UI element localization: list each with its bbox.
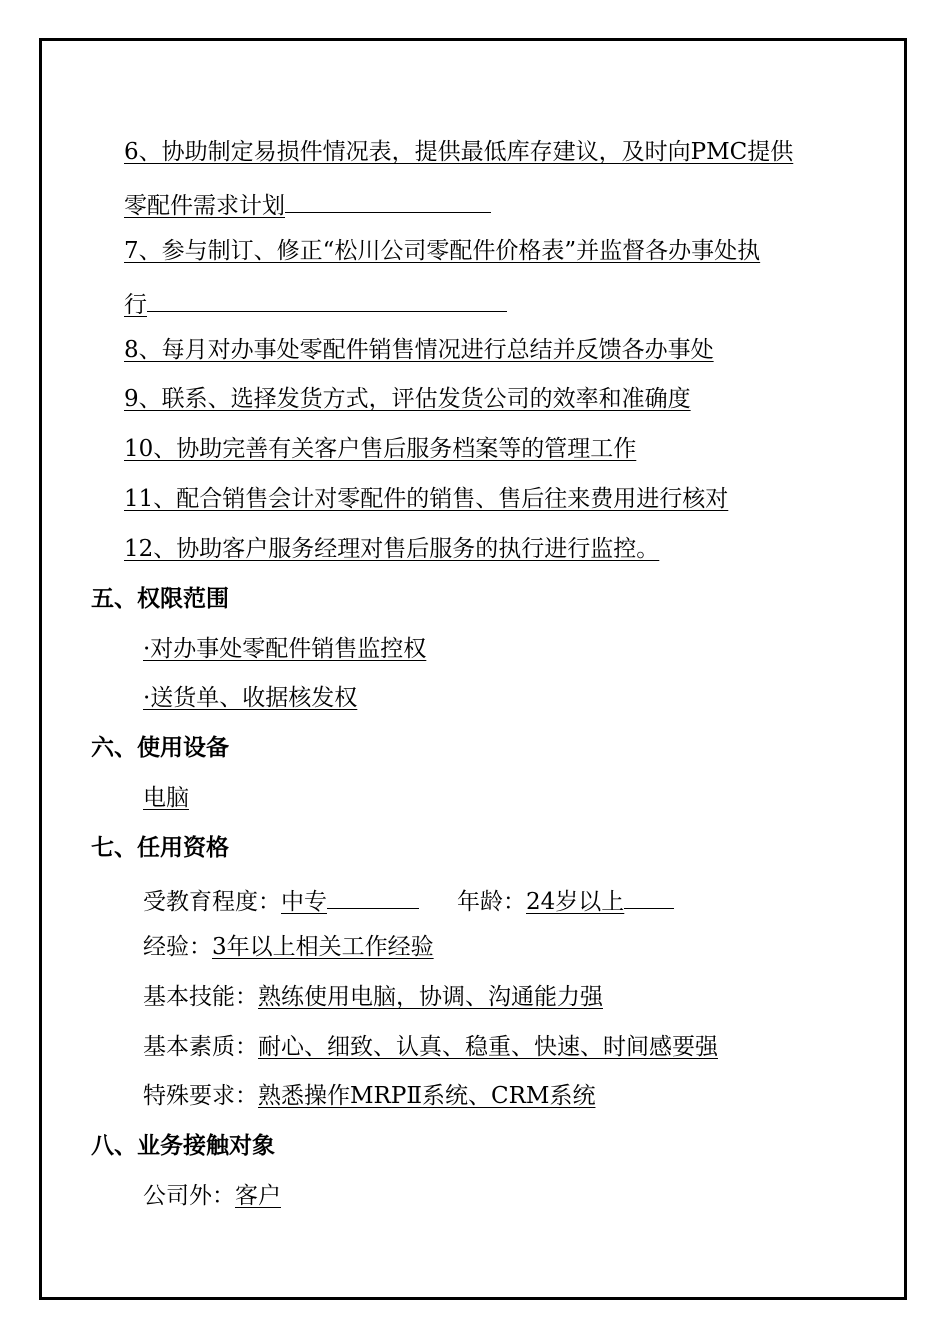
duty-item-6-line-2: 零配件需求计划 [124, 186, 491, 221]
skills-row: 基本技能：熟练使用电脑，协调、沟通能力强 [143, 984, 603, 1010]
duty-item-7-line-1: 7、参与制订、修正“松川公司零配件价格表”并监督各办事处执 [124, 238, 761, 264]
section-5-heading: 五、权限范围 [91, 586, 229, 612]
age-value: 24岁以上 [526, 889, 625, 915]
duty-item-10: 10、协助完善有关客户售后服务档案等的管理工作 [124, 436, 637, 462]
experience-row: 经验：3年以上相关工作经验 [143, 934, 434, 960]
qualities-row: 基本素质：耐心、细致、认真、稳重、快速、时间感要强 [143, 1034, 718, 1060]
external-contact-row: 公司外：客户 [143, 1183, 281, 1209]
duty-item-9: 9、联系、选择发货方式，评估发货公司的效率和准确度 [124, 386, 691, 412]
section-7-heading: 七、任用资格 [91, 835, 229, 861]
duty-item-12: 12、协助客户服务经理对售后服务的执行进行监控。 [124, 536, 660, 562]
special-requirements-value: 熟悉操作MRPⅡ系统、CRM系统 [258, 1083, 596, 1109]
education-value: 中专 [281, 889, 327, 915]
skills-value: 熟练使用电脑，协调、沟通能力强 [258, 984, 603, 1010]
special-requirements-row: 特殊要求：熟悉操作MRPⅡ系统、CRM系统 [143, 1083, 596, 1109]
authority-item-2: ·送货单、收据核发权 [143, 685, 358, 711]
duty-item-6-line-1: 6、协助制定易损件情况表，提供最低库存建议，及时向PMC提供 [124, 139, 794, 165]
external-contact-value: 客户 [235, 1183, 281, 1209]
education-age-row [143, 882, 674, 917]
duty-item-11: 11、配合销售会计对零配件的销售、售后往来费用进行核对 [124, 486, 729, 512]
education-label: 受教育程度： [143, 889, 281, 915]
authority-item-1: ·对办事处零配件销售监控权 [143, 636, 427, 662]
section-8-heading: 八、业务接触对象 [91, 1133, 275, 1159]
section-6-heading: 六、使用设备 [91, 735, 229, 761]
qualities-value: 耐心、细致、认真、稳重、快速、时间感要强 [258, 1034, 718, 1060]
experience-value: 3年以上相关工作经验 [212, 934, 434, 960]
age-label: 年龄： [457, 889, 526, 915]
duty-item-8: 8、每月对办事处零配件销售情况进行总结并反馈各办事处 [124, 337, 714, 363]
duty-item-7-line-2: 行 [124, 285, 507, 320]
equipment-value: 电脑 [143, 785, 189, 811]
